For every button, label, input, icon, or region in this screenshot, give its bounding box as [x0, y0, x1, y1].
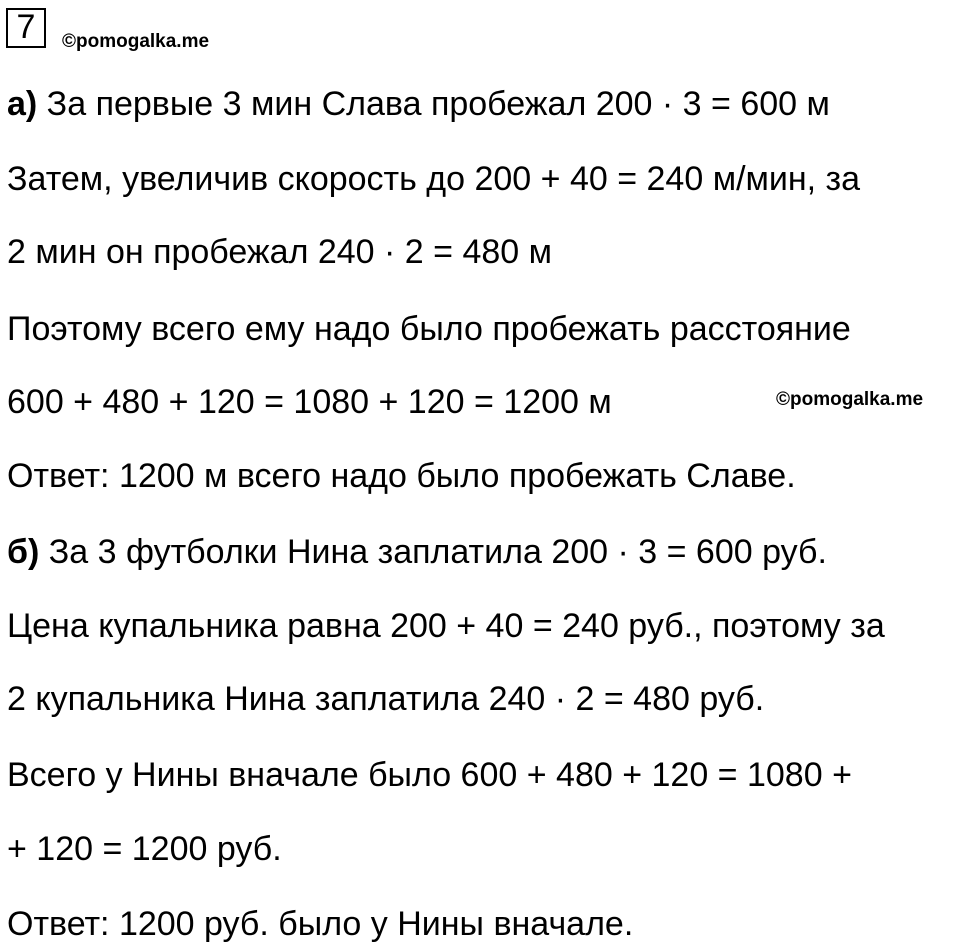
- solution-line-a3: 2 мин он пробежал 240 · 2 = 480 м: [7, 233, 553, 271]
- solution-line-b3: 2 купальника Нина заплатила 240 · 2 = 480 руб.: [7, 680, 765, 718]
- part-b-text-1: За 3 футболки Нина заплатила 200 · 3 = 600 руб.: [39, 533, 827, 571]
- watermark-top: ©pomogalka.me: [62, 31, 210, 52]
- part-b-label: б): [7, 533, 40, 571]
- answer-line-a: Ответ: 1200 м всего надо было пробежать Славе.: [7, 457, 796, 495]
- watermark-middle: ©pomogalka.me: [776, 389, 924, 410]
- part-a-label: а): [7, 85, 38, 123]
- solution-line-b1: [7, 532, 827, 572]
- solution-line-b5: + 120 = 1200 руб.: [7, 830, 282, 868]
- solution-line-a2: Затем, увеличив скорость до 200 + 40 = 240 м/мин, за: [7, 160, 861, 198]
- solution-line-a4: Поэтому всего ему надо было пробежать расстояние: [7, 310, 851, 348]
- solution-line-b4: Всего у Нины вначале было 600 + 480 + 120 = 1080 +: [7, 756, 852, 794]
- solution-line-a5: 600 + 480 + 120 = 1080 + 120 = 1200 м: [7, 383, 612, 421]
- part-a-text-1: За первые 3 мин Слава пробежал 200 · 3 = 600 м: [37, 85, 830, 123]
- task-number-box: [6, 8, 46, 48]
- solution-line-a1: [7, 84, 830, 124]
- task-number: 7: [16, 8, 36, 46]
- answer-line-b: Ответ: 1200 руб. было у Нины вначале.: [7, 905, 634, 943]
- solution-line-b2: Цена купальника равна 200 + 40 = 240 руб., поэтому за: [7, 607, 885, 645]
